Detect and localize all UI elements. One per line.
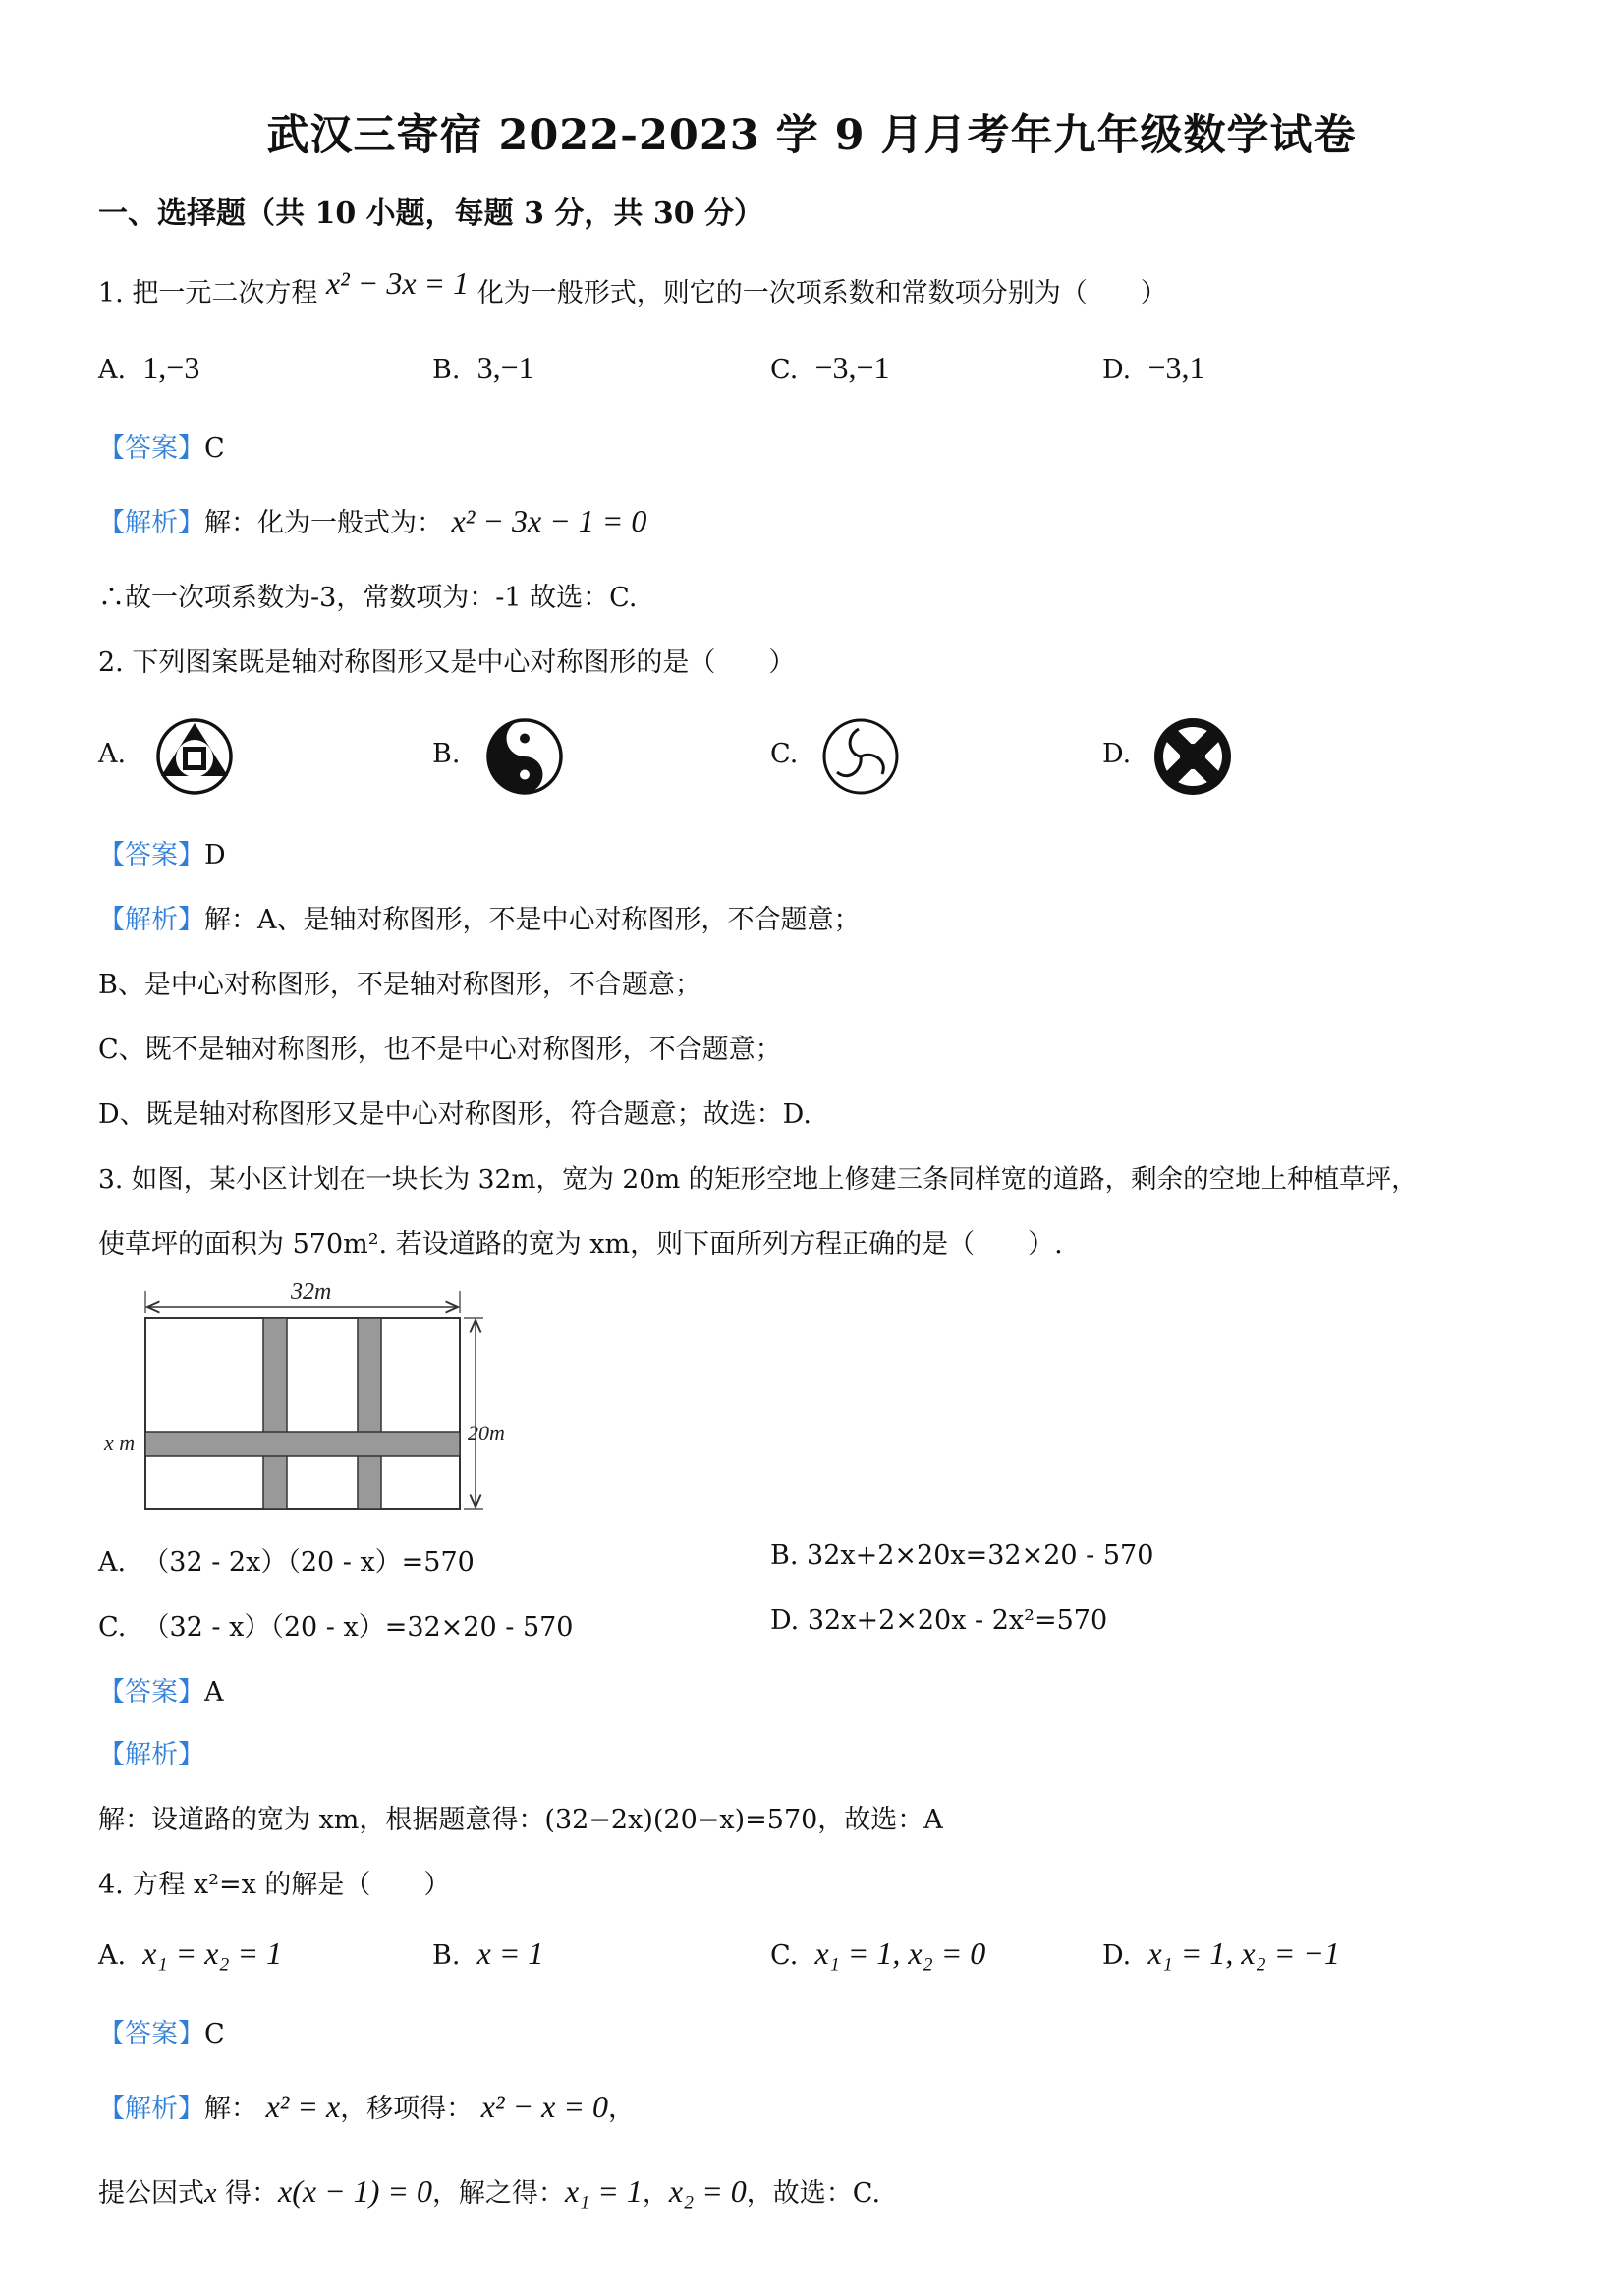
q2-analysis-line3: C、既不是轴对称图形，也不是中心对称图形，不合题意； [98, 1035, 782, 1065]
q1-stem-before: 1. 把一元二次方程 [98, 278, 318, 308]
analysis-tag: 【解析】 [98, 508, 204, 538]
q3-rectangle-roads-figure [98, 1277, 531, 1523]
q3-analysis-line: 解：设道路的宽为 xm，根据题意得：(32−2x)(20−x)=570，故选：A [98, 1805, 943, 1835]
q4-analysis-eq2: x² − x = 0 [480, 2089, 608, 2124]
q1-stem [98, 265, 1167, 309]
q1-option-b: B. 3,−1 [432, 350, 534, 385]
q1-equation: x² − 3x = 1 [325, 265, 470, 301]
q1-analysis: 【解析】解：化为一般式为： x² − 3x − 1 = 0 [98, 503, 647, 538]
q3-option-c: C. （32 - x）（20 - x）=32×20 - 570 [98, 1612, 574, 1643]
q1-answer: 【答案】C [98, 433, 225, 464]
q3-option-a: A. （32 - 2x）（20 - x）=570 [98, 1547, 475, 1578]
q2-option-d-label: D. [1102, 739, 1132, 769]
q3-stem-line1: 3. 如图，某小区计划在一块长为 32m，宽为 20m 的矩形空地上修建三条同样宽的道路，剩余的空地上种植草坪， [98, 1164, 1418, 1195]
q2-option-a-label: A. [98, 739, 127, 769]
q4-option-b: B. x = 1 [432, 1935, 544, 1971]
q2-answer: 【答案】D [98, 840, 226, 870]
black-cross-circle-icon [1151, 715, 1234, 798]
q1-analysis-conclusion: ∴故一次项系数为-3，常数项为：-1 故选：C. [98, 583, 638, 613]
q4-option-a: A. x₁ = x₂ = 1 [98, 1935, 283, 1971]
q4-root-1: x₁ = 1 [564, 2173, 643, 2209]
triangle-in-circle-icon [153, 715, 236, 798]
q4-stem: 4. 方程 x²=x 的解是（ ） [98, 1870, 451, 1900]
page-title: 武汉三寄宿 2022-2023 学 9 月月考年九年级数学试卷 [266, 111, 1357, 160]
q1-option-a: A. 1,−3 [98, 350, 200, 385]
q2-option-b-label: B. [432, 739, 461, 769]
q2-stem: 2. 下列图案既是轴对称图形又是中心对称图形的是（ ） [98, 647, 796, 678]
q3-width-label: 20m [468, 1421, 505, 1445]
q3-stem-line2: 使草坪的面积为 570m². 若设道路的宽为 xm，则下面所列方程正确的是（ ）. [98, 1229, 1063, 1260]
q4-answer: 【答案】C [98, 2019, 225, 2049]
q2-analysis-line2: B、是中心对称图形，不是轴对称图形，不合题意； [98, 970, 701, 1000]
q1-option-c: C. −3,−1 [770, 350, 890, 385]
triskelion-swirl-icon [819, 715, 902, 798]
answer-tag: 【答案】 [98, 433, 204, 464]
q4-option-d: D. x₁ = 1, x₂ = −1 [1102, 1935, 1340, 1971]
q3-answer: 【答案】A [98, 1677, 224, 1708]
q3-length-label: 32m [291, 1279, 332, 1305]
q4-factored-eq: x(x − 1) = 0 [278, 2173, 432, 2209]
q4-analysis-line2: 提公因式x 得：x(x − 1) = 0，解之得：x₁ = 1，x₂ = 0，故选：C. [98, 2173, 881, 2209]
yin-yang-icon [483, 715, 566, 798]
q2-option-c-label: C. [770, 739, 799, 769]
q2-analysis-line1: 【解析】解：A、是轴对称图形，不是中心对称图形，不合题意； [98, 905, 861, 935]
q4-analysis: 【解析】解： x² = x，移项得： x² − x = 0， [98, 2089, 635, 2124]
q1-stem-after: 化为一般形式，则它的一次项系数和常数项分别为（ ） [476, 278, 1167, 308]
q1-analysis-equation: x² − 3x − 1 = 0 [451, 503, 647, 538]
q3-option-d: D. 32x+2×20x - 2x²=570 [770, 1605, 1108, 1636]
q4-option-c: C. x₁ = 1, x₂ = 0 [770, 1935, 986, 1971]
q4-root-2: x₂ = 0 [668, 2173, 747, 2209]
q2-analysis-line4: D、既是轴对称图形又是中心对称图形，符合题意；故选：D. [98, 1099, 812, 1130]
q3-road-width-label: x m [104, 1430, 136, 1455]
q4-analysis-eq1: x² = x [265, 2089, 341, 2124]
q1-option-d: D. −3,1 [1102, 350, 1205, 385]
section-heading: 一、选择题（共 10 小题，每题 3 分，共 30 分） [98, 196, 764, 231]
q3-analysis-tag: 【解析】 [98, 1740, 204, 1770]
q3-option-b: B. 32x+2×20x=32×20 - 570 [770, 1540, 1154, 1571]
